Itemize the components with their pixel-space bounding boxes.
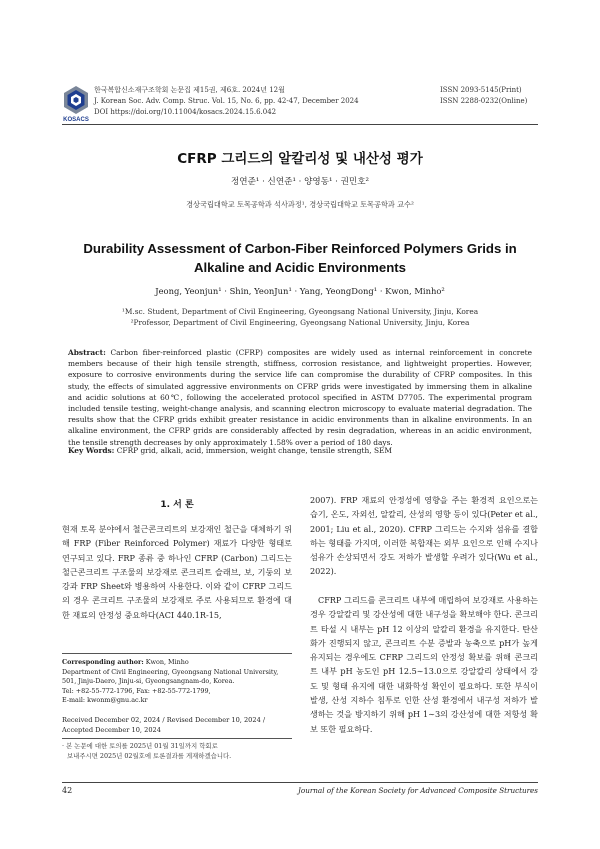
footer-divider — [62, 782, 538, 783]
header-divider — [62, 124, 538, 125]
correspondence-email[interactable]: E-mail: kwonm@gnu.ac.kr — [62, 696, 148, 705]
citation-english: J. Korean Soc. Adv. Comp. Struc. Vol. 15, No. 6, pp. 42-47, December 2024 — [94, 97, 359, 105]
note-line2: 보내주시면 2025년 02월호에 토론결과를 게재하겠습니다. — [67, 751, 232, 760]
discussion-note — [62, 742, 292, 761]
citation-korean: 한국복합신소재구조학회 논문집 제15권, 제6호. 2024년 12월 — [94, 86, 285, 94]
korean-title: CFRP 그리드의 알칼리성 및 내산성 평가 — [177, 151, 423, 167]
dates-line1: Received December 02, 2024 / Revised December 10, 2024 / — [62, 716, 266, 724]
issn-block — [440, 85, 527, 107]
submission-dates — [62, 715, 292, 735]
journal-citation — [94, 85, 359, 118]
issn-online: ISSN 2288-0232(Online) — [440, 97, 528, 105]
intro-right-paragraph-2: CFRP 그리드를 콘크리트 내부에 매립하여 보강재로 사용하는 경우 강알칼리 및 강산성에 대한 내구성을 확보해야 한다. 콘크리트 타설 시 내부는 pH 12 이상의 알칼리 환경을 유지한다. 탄산화가 진행되지 않고, 콘크리트 수분 증발과 농축으로 pH가 높게 유지되는 경우에도 CFRP 그리드의 안정성 확보를 위해 콘크리트 내부 pH 농도인 pH 12.5∼13.0으로 강알칼리 상태에서 강도 및 형태 유지에 대한 내화학성 확인이 필요하다. 또한 부식이 발생, 산성 지하수 침투로 인한 산성 환경에서 내구성 저하가 발생하는 것을 방지하기 위해 pH 1∼3의 강산성에 대한 저항성 확보 또한 필요하다. — [310, 595, 538, 734]
affiliation-1: ¹M.sc. Student, Department of Civil Engineering, Gyeongsang National University, Jinju, Korea — [121, 307, 479, 316]
page-number: 42 — [62, 786, 73, 795]
correspondence-divider — [62, 653, 292, 654]
section-title-introduction: 1. 서 론 — [160, 500, 194, 510]
english-authors: Jeong, Yeonjun¹ · Shin, YeonJun¹ · Yang, YeongDong¹ · Kwon, Minho² — [155, 286, 445, 296]
english-affiliation — [0, 306, 600, 328]
keywords — [68, 445, 532, 456]
logo-text: KOSACS — [63, 117, 89, 123]
affiliation-2: ²Professor, Department of Civil Engineering, Gyeongsang National University, Jinju, Korea — [130, 318, 470, 327]
dates-divider — [62, 738, 292, 739]
abstract-text: Carbon fiber-reinforced plastic (CFRP) composites are widely used as internal reinforcement in concrete members because of their high tensile strength, stiffness, corrosion resistance, and lightweight properties. However, exposure to corrosive environments during the service life can compromise the durability of CFRP composites. In this study, the effects of simulated aggressive environments on CFRP grids were investigated by immersing them in alkaline and acidic solutions at 60℃, following the accelerated protocol specified in ASTM D7705. The experimental program included tensile testing, weight-change analysis, and scanning electron microscopy to evaluate material degradation. The results show that the CFRP grids exhibit greater resistance in acidic environments than in alkaline environments. In an alkaline environment, the CFRP grids are considerably affected by resin degradation, whereas in an acidic environment, the tensile strength decreases by only approximately 1.58% over a period of 180 days. — [68, 348, 532, 447]
korean-affiliation: 경상국립대학교 토목공학과 석사과정¹, 경상국립대학교 토목공학과 교수² — [186, 200, 414, 209]
korean-authors: 정연준¹ · 신연준¹ · 양영동¹ · 권민호² — [231, 177, 369, 187]
correspondence-name: Kwon, Minho — [145, 658, 189, 666]
correspondence-address: 501, Jinju-Daero, Jinju-si, Gyeongsangnam-do, Korea. — [62, 677, 235, 686]
keywords-label: Key Words: — [68, 446, 115, 455]
intro-left-paragraph: 현재 토목 분야에서 철근콘크리트의 보강재인 철근을 대체하기 위해 FRP (Fiber Reinforced Polymer) 재료가 다양한 형태로 연구되고 있다. FRP 종류 중 하나인 CFRP (Carbon) 그리드는 철근콘크리트 구조물의 보강재로 콘크리트 슬래브, 보, 기둥의 보강과 FRP Sheet와 병용하여 사용한다. 이와 같이 CFRP 그리드의 경우 콘크리트 구조물의 보강재로 주로 사용되므로 환경에 대한 재료의 안정성 중요하다(ACI 440.1R-15, — [62, 524, 292, 620]
kosacs-logo-icon — [62, 85, 90, 119]
correspondence-block — [62, 658, 292, 706]
dates-line2: Accepted December 10, 2024 — [62, 726, 161, 734]
correspondence-dept: Department of Civil Engineering, Gyeongsang National University, — [62, 667, 279, 676]
intro-right-paragraph-1: 2007). FRP 재료의 안정성에 영향을 주는 환경적 요인으로는 습기, 온도, 자외선, 알칼리, 산성의 영향 등이 있다(Peter et al., 2001; Liu et al., 2020). CFRP 그리드는 수지와 섬유를 결합하는 형태를 가지며, 이러한 복합재는 외부 요인으로 인해 수지나 섬유가 손상되면서 강도 저하가 발생할 우려가 있다(Wu et al., 2022). — [310, 495, 538, 577]
note-line1: · 본 논문에 대한 토의를 2025년 01월 31일까지 학회로 — [62, 742, 218, 750]
english-title-line1: Durability Assessment of Carbon-Fiber Reinforced Polymers Grids in — [83, 241, 517, 256]
correspondence-phone: Tel: +82-55-772-1796, Fax: +82-55-772-1799, — [62, 686, 211, 695]
footer-journal-name: Journal of the Korean Society for Advanced Composite Structures — [298, 786, 538, 795]
doi-link[interactable]: DOI https://doi.org/10.11004/kosacs.2024.15.6.042 — [94, 108, 277, 116]
english-title-line2: Alkaline and Acidic Environments — [193, 260, 407, 275]
english-title — [62, 239, 538, 277]
abstract-label: Abstract: — [68, 348, 106, 357]
keywords-text: CFRP grid, alkali, acid, immersion, weight change, tensile strength, SEM — [116, 446, 392, 455]
issn-print: ISSN 2093-5145(Print) — [440, 86, 522, 94]
correspondence-label: Corresponding author: — [62, 658, 144, 666]
abstract — [68, 347, 532, 448]
